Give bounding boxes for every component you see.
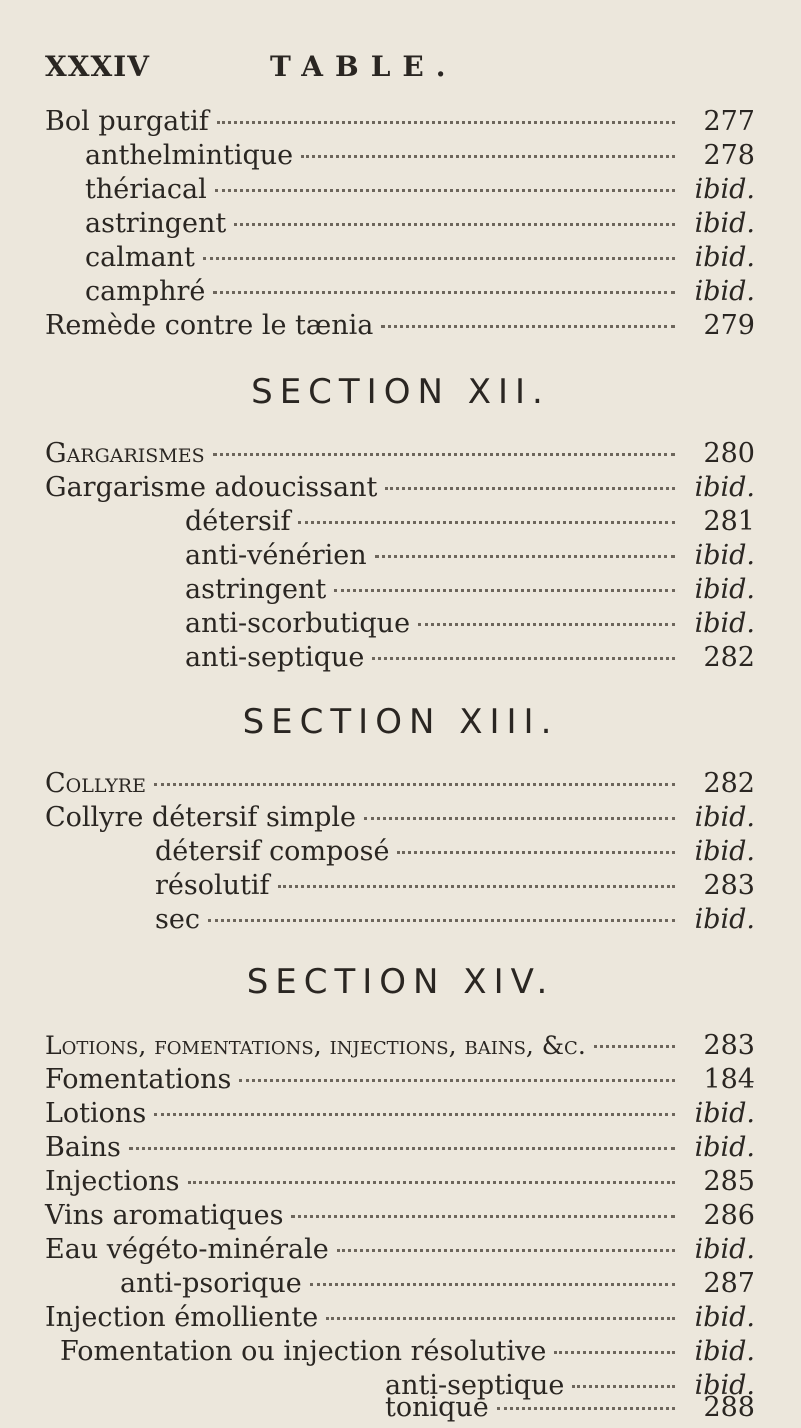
- section-heading-xiv: SECTION XIV.: [246, 962, 555, 1002]
- toc-entry: Lotions, fomentations, injections, bains, &c. 283: [45, 1030, 755, 1061]
- toc-entry: Injection émolliente ibid.: [45, 1302, 755, 1333]
- toc-entry: anthelmintique 278: [85, 140, 755, 171]
- toc-entry: Collyre détersif simple ibid.: [45, 802, 755, 833]
- toc-entry: Injections 285: [45, 1166, 755, 1197]
- toc-entry: détersif composé ibid.: [155, 836, 755, 867]
- toc-entry: Vins aromatiques 286: [45, 1200, 755, 1231]
- toc-entry: Remède contre le tænia 279: [45, 310, 755, 341]
- toc-entry: Bains ibid.: [45, 1132, 755, 1163]
- toc-entry: Collyre 282: [45, 768, 755, 799]
- toc-entry: anti-scorbutique ibid.: [185, 608, 755, 639]
- toc-entry: Fomentations 184: [45, 1064, 755, 1095]
- toc-entry: astringent ibid.: [185, 574, 755, 605]
- toc-entry: camphré ibid.: [85, 276, 755, 307]
- toc-entry: sec ibid.: [155, 904, 755, 935]
- page-header: [45, 50, 761, 90]
- section-heading-xiii: SECTION XIII.: [242, 702, 559, 742]
- toc-entry: thériacal ibid.: [85, 174, 755, 205]
- toc-entry: Bol purgatif 277: [45, 106, 755, 137]
- toc-entry: Gargarisme adoucissant ibid.: [45, 472, 755, 503]
- section-heading-xii: SECTION XII.: [251, 372, 550, 412]
- toc-entry: Gargarismes 280: [45, 438, 755, 469]
- toc-entry: anti-septique 282: [185, 642, 755, 673]
- toc-entry: résolutif 283: [155, 870, 755, 901]
- toc-entry: astringent ibid.: [85, 208, 755, 239]
- toc-entry: Eau végéto-minérale ibid.: [45, 1234, 755, 1265]
- toc-entry: anti-septique ibid.: [385, 1370, 755, 1401]
- toc-entry: anti-vénérien ibid.: [185, 540, 755, 571]
- folio: XXXIV: [45, 50, 150, 83]
- toc-entry: tonique 288: [385, 1392, 755, 1423]
- toc-entry: calmant ibid.: [85, 242, 755, 273]
- running-title: TABLE.: [270, 50, 458, 83]
- toc-entry: anti-psorique 287: [120, 1268, 755, 1299]
- toc-entry: Lotions ibid.: [45, 1098, 755, 1129]
- toc-entry: détersif 281: [185, 506, 755, 537]
- toc-entry: Fomentation ou injection résolutive ibid.: [60, 1336, 755, 1367]
